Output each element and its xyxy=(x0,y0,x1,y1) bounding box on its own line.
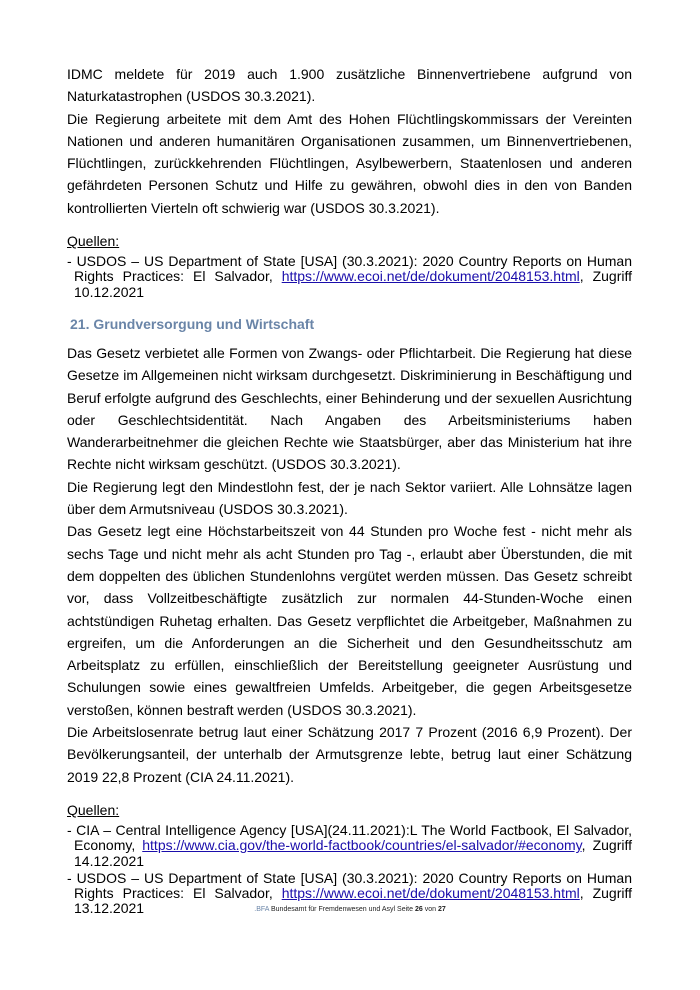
page-footer: .BFA Bundesamt für Fremdenwesen und Asyl Seite 26 von 27 xyxy=(254,906,446,913)
paragraph: IDMC meldete für 2019 auch 1.900 zusätzliche Binnenvertriebene aufgrund von Naturkatastrophen (USDOS 30.3.2021). xyxy=(67,66,632,105)
paragraph: Die Regierung arbeitete mit dem Amt des Hohen Flüchtlingskommissars der Vereinten Nationen und anderen humanitären Organisationen zusammen, um Binnenvertriebenen, Flüchtlingen, zurückkehrenden Flüchtlingen, Asylbewerbern, Staatenlosen und anderen gefährdeten Personen Schutz und Hilfe zu gewähren, obwohl dies in den von Banden kontrollierten Vierteln oft schwierig war (USDOS 30.3.2021). xyxy=(67,110,632,216)
paragraph: Das Gesetz legt eine Höchstarbeitszeit von 44 Stunden pro Woche fest - nicht mehr als sechs Tage und nicht mehr als acht Stunden pro Tag -, erlaubt aber Überstunden, die mit dem doppelten des üblichen Stundenlohns vergütet werden müssen. Das Gesetz schreibt vor, dass Vollzeitbeschäftigte zusätzlich zur normalen 44-Stunden-Woche einen achtstündigen Ruhetag erhalten. Das Gesetz verpflichtet die Arbeitgeber, Maßnahmen zu ergreifen, um die Anforderungen an die Sicherheit und den Gesundheitsschutz am Arbeitsplatz zu erfüllen, einschließlich der Bereitstellung geeigneter Ausrüstung und Schulungen sowie eines gewaltfreien Umfelds. Arbeitgeber, die gegen Arbeitsgesetze verstoßen, können bestraft werden (USDOS 30.3.2021). xyxy=(67,523,632,718)
source-item: - CIA – Central Intelligence Agency [USA](24.11.2021):L The World Factbook, El Salvador, Economy, https://www.cia.gov/the-world-factbook/countries/el-salvador/#economy, Zugriff 14.12.2021 xyxy=(67,821,632,869)
source-link[interactable]: https://www.cia.gov/the-world-factbook/countries/el-salvador/#economy xyxy=(142,837,582,854)
sources-label: Quellen: xyxy=(67,801,120,818)
source-item: - USDOS – US Department of State [USA] (30.3.2021): 2020 Country Reports on Human Rights Practices: El Salvador, https://www.ecoi.net/de/dokument/2048153.html, Zugriff 10.12.2021 xyxy=(67,253,633,300)
section-heading: 21. Grundversorgung und Wirtschaft xyxy=(70,315,315,332)
source-link[interactable]: https://www.ecoi.net/de/dokument/2048153.html xyxy=(281,268,580,285)
source-item: - USDOS – US Department of State [USA] (30.3.2021): 2020 Country Reports on Human Rights Practices: El Salvador, https://www.ecoi.net/de/dokument/2048153.html, Zugriff 13.12.2021 xyxy=(67,869,633,917)
page-content xyxy=(67,63,632,917)
page-number: 26 xyxy=(414,906,423,913)
paragraph: Das Gesetz verbietet alle Formen von Zwangs- oder Pflichtarbeit. Die Regierung hat diese Gesetze im Allgemeinen nicht wirksam durchgesetzt. Diskriminierung in Beschäftigung und Beruf erfolgte aufgrund des Geschlechts, einer Behinderung und der sexuellen Ausrichtung oder Geschlechtsidentität. Nach Angaben des Arbeitsministeriums haben Wanderarbeitnehmer die gleichen Rechte wie Staatsbürger, aber das Ministerium hat ihre Rechte nicht wirksam geschützt. (USDOS 30.3.2021). xyxy=(67,344,632,473)
paragraph: Die Arbeitslosenrate betrug laut einer Schätzung 2017 7 Prozent (2016 6,9 Prozent). Der Bevölkerungsanteil, der unterhalb der Armutsgrenze lebte, betrug laut einer Schätzung 2019 22,8 Prozent (CIA 24.11.2021). xyxy=(67,724,632,785)
bfa-logo-text: .BFA xyxy=(254,906,270,913)
paragraph: Die Regierung legt den Mindestlohn fest, der je nach Sektor variiert. Alle Lohnsätze lagen über dem Armutsniveau (USDOS 30.3.2021). xyxy=(67,478,632,518)
source-link[interactable]: https://www.ecoi.net/de/dokument/2048153.html xyxy=(281,885,580,902)
sources-label: Quellen: xyxy=(67,233,120,250)
page-total: 27 xyxy=(437,906,446,913)
